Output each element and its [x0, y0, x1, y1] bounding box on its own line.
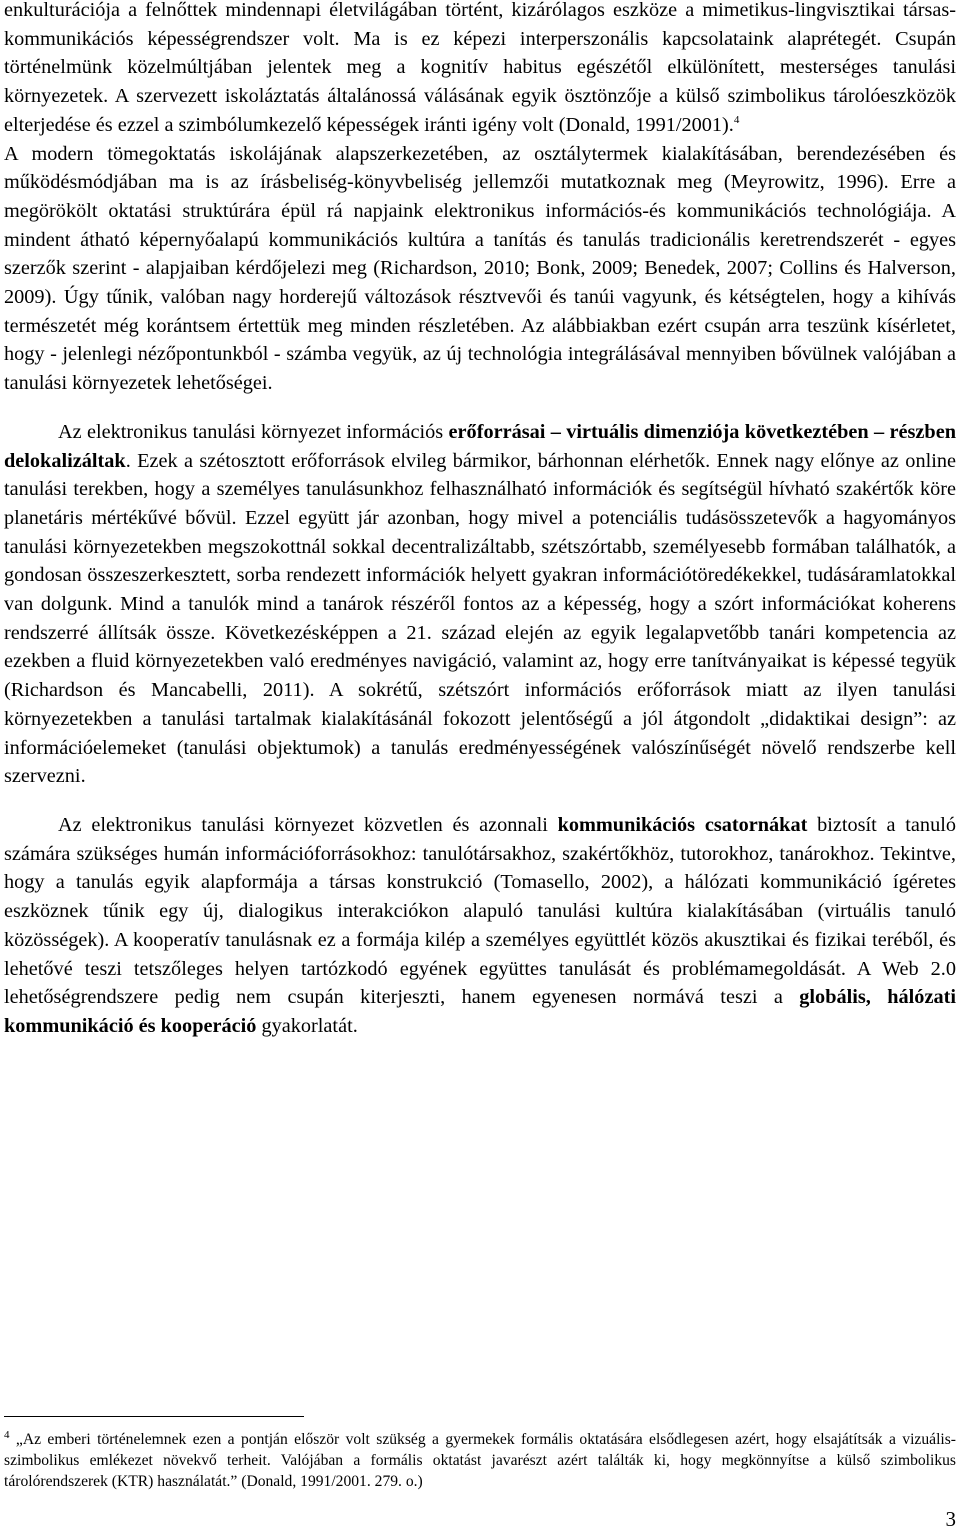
paragraph-2-text-b: . Ezek a szétosztott erőforrások elvileg bármikor, bárhonnan elérhetők. Ennek nagy előnye az online tanulási terekben, hogy a személyes tanulásunkhoz felhasználható információk és segítségül hívható szakértők köre planetáris mértékűvé bővül. Ezzel együtt jár azonban, hogy mivel a potenciális tudásösszetevők a hagyományos tanulási környezetekben megszokottnál sokkal decentralizáltabb, szétszórtabb, személyesebb formában találhatók, a gondosan összeszerkesztett, sorba rendezett információk helyett gyakran információtöredékekkel, tudásáramlatokkal van dolgunk. Mind a tanulók mind a tanárok részéről fontos az a képesség, hogy a szórt információkat koherens rendszerré állítsák össze. Következésképpen a 21. század elején az egyik legalapvetőbb tanári kompetencia az ezekben a fluid környezetekben való eredményes navigáció, valamint az, hogy erre tanítványaikat is képessé tegyük (Richardson és Mancabelli, 2011). A sokrétű, szétszórt információs erőforrások miatt az ilyen tanulási környezetekben a tanulási tartalmak kialakításánál fokozott jelentőségű a jól átgondolt „didaktikai design”: az információelemeket (tanulási objektumok) a tanulás eredményességének valószínűségét növelő rendszerbe kell szervezni. [4, 449, 956, 788]
paragraph-2-emphasis: erőforrásai – virtuális dimenziója következtében – részben delokalizáltak [4, 420, 956, 472]
paragraph-3-text-a: Az elektronikus tanulási környezet közvetlen és azonnali [58, 813, 558, 836]
paragraph-3-emphasis-2: globális, hálózati kommunikáció és kooperáció [4, 986, 956, 1037]
footnote [4, 1430, 956, 1492]
paragraph-3 [4, 811, 956, 1041]
paragraph-3-text-b: biztosít a tanuló számára szükséges humán információforrásokhoz: tanulótársakhoz, szakértőkhöz, tutorokhoz, tanárokhoz. Tekintve, hogy a tanulás egyik alapformája a társas konstrukció (Tomasello, 2002), a hálózati kommunikáció ígéretes eszköznek tűnik egy új, dialogikus interakciókon alapuló tanulási kultúra kialakításában (virtuális tanuló közösségek). A kooperatív tanulásnak ez a formája kilép a személyes együttlét közös akusztikai és fizikai teréből, és lehetővé teszi tetszőleges helyen tartózkodó egyének együttes tanulását és problémamegoldását. A Web 2.0 lehetőségrendszere pedig nem csupán kiterjeszti, hanem egyenesen normává teszi a [4, 813, 956, 1009]
paragraph-3-text-c: gyakorlatát. [256, 1014, 358, 1037]
paragraph-2 [4, 418, 956, 791]
paragraph-1-text-b: A modern tömegoktatás iskolájának alapszerkezetében, az osztálytermek kialakításában, berendezésében és működésmódjában ma is az írásbeliség-könyvbeliség jellemzői mutatkoznak meg (Meyrowitz, 1996). Erre a megörökölt oktatási struktúrára épül rá napjaink elektronikus információs-és kommunikációs technológiája. A mindent átható képernyőalapú kommunikációs kultúra a tanítás és tanulás tradicionális keretrendszerét - egyes szerzők szerint - alapjaiban kérdőjelezi meg (Richardson, 2010; Bonk, 2009; Benedek, 2007; Collins és Halverson, 2009). Úgy tűnik, valóban nagy horderejű változások résztvevői és tanúi vagyunk, és kétségtelen, hogy a kihívás természetét még korántsem értettük meg minden részletében. Az alábbiakban ezért csupán arra teszünk kísérletet, hogy - jelenlegi nézőpontunkból - számba vegyük, az új technológia integrálásával mennyiben bővülnek valójában a tanulási környezetek lehetőségei. [4, 142, 956, 395]
footnote-number: 4 [4, 1428, 10, 1441]
paragraph-2-text-a: Az elektronikus tanulási környezet információs [58, 420, 449, 443]
footnote-divider [4, 1416, 304, 1417]
paragraph-1-text-a: enkulturációja a felnőttek mindennapi életvilágában történt, kizárólagos eszköze a mimetikus-lingvisztikai társas-kommunikációs képességrendszer volt. Ma is ez képezi interperszonális kapcsolataink alaprétegét. Csupán történelmünk közelmúltjában jelentek meg a kognitív habitus egészétől elkülönített, mesterséges tanulási környezetek. A szervezett iskoláztatás általánossá válásának egyik ösztönzője a külső szimbolikus tárolóeszközök elterjedése és ezzel a szimbólumkezelő képességek iránti igény volt (Donald, 1991/2001). [4, 0, 956, 136]
page-number: 3 [945, 1507, 956, 1531]
paragraph-3-emphasis-1: kommunikációs csatornákat [557, 813, 808, 836]
page-body [4, 0, 956, 1041]
footnote-reference[interactable]: 4 [733, 114, 740, 127]
paragraph-1 [4, 0, 956, 398]
footnote-text: „Az emberi történelemnek ezen a pontján először volt szükség a gyermekek formális oktatására elsődlegesen azért, hogy elsajátítsák a vizuális-szimbolikus emlékezet növekvő terheit. Valójában a formális oktatást javarészt azért találták ki, hogy megkönnyítse a külső szimbolikus tárolórendszerek (KTR) használatát.” (Donald, 1991/2001. 279. o.) [4, 1431, 956, 1490]
